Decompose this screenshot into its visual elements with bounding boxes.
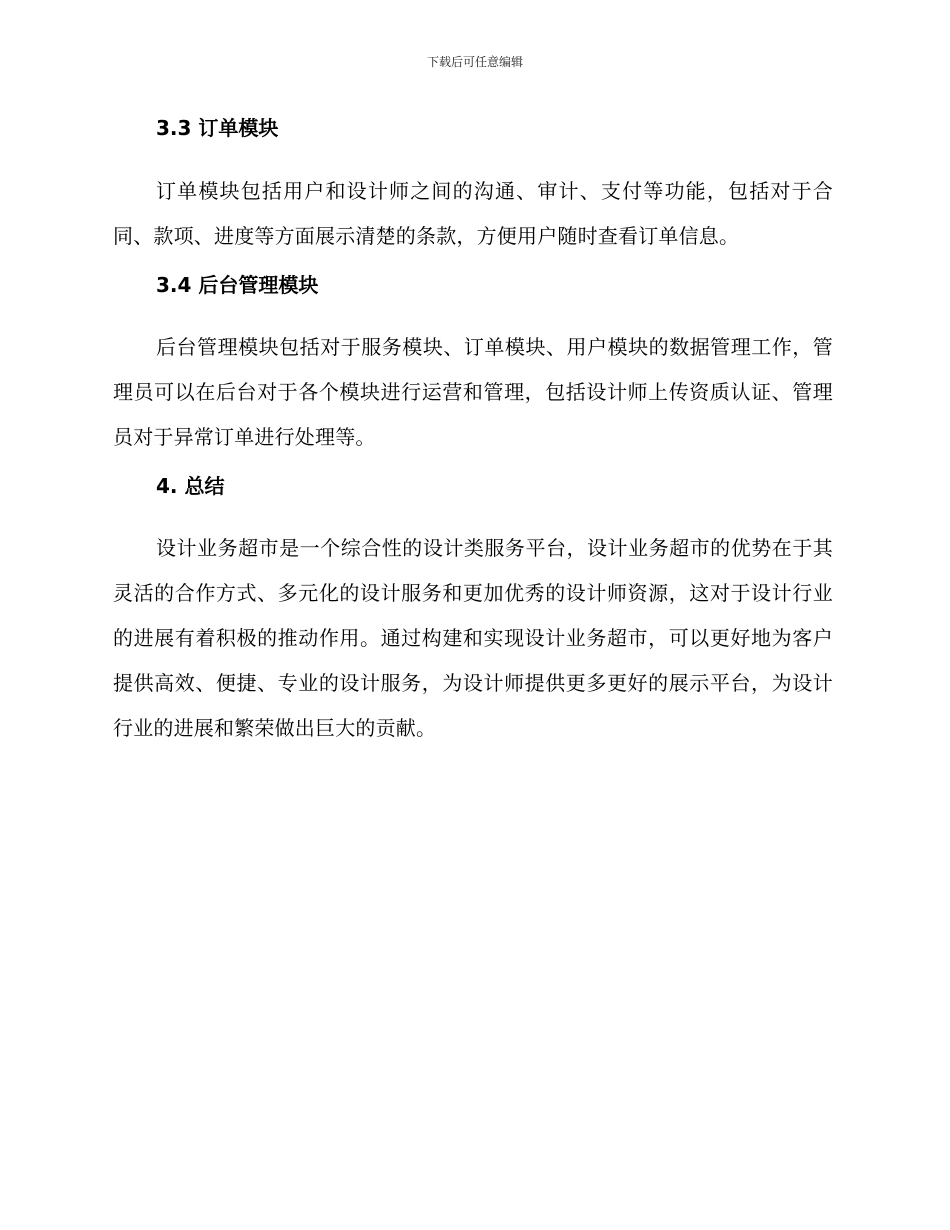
section-paragraph-order-module: 订单模块包括用户和设计师之间的沟通、审计、支付等功能，包括对于合同、款项、进度等方面展示清楚的条款，方便用户随时查看订单信息。 bbox=[113, 179, 833, 248]
document-body bbox=[113, 110, 833, 751]
section-heading-order-module: 3.3 订单模块 bbox=[156, 116, 279, 140]
section-heading-admin-module: 3.4 后台管理模块 bbox=[156, 273, 319, 297]
section-paragraph-summary: 设计业务超市是一个综合性的设计类服务平台，设计业务超市的优势在于其灵活的合作方式、多元化的设计服务和更加优秀的设计师资源，这对于设计行业的进展有着积极的推动作用。通过构建和实现设计业务超市，可以更好地为客户提供高效、便捷、专业的设计服务，为设计师提供更多更好的展示平台，为设计行业的进展和繁荣做出巨大的贡献。 bbox=[113, 536, 833, 740]
section-heading-summary: 4. 总结 bbox=[156, 474, 225, 498]
section-paragraph-admin-module: 后台管理模块包括对于服务模块、订单模块、用户模块的数据管理工作，管理员可以在后台对于各个模块进行运营和管理，包括设计师上传资质认证、管理员对于异常订单进行处理等。 bbox=[113, 335, 833, 449]
page-header-note: 下载后可任意编辑 bbox=[426, 55, 523, 69]
